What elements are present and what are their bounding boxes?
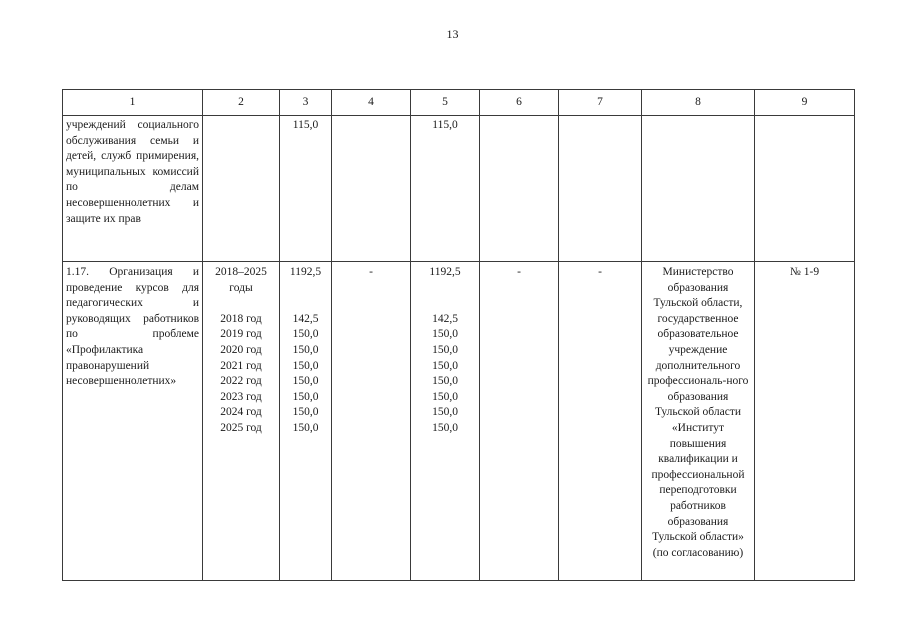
yearly-amount: 150,0 — [432, 421, 458, 434]
yearly-amounts — [283, 312, 328, 437]
total-amount: 1192,5 — [429, 266, 461, 278]
years-list — [206, 312, 276, 437]
yearly-amount: 150,0 — [432, 375, 458, 388]
yearly-amount: 150,0 — [432, 343, 458, 356]
table-row — [63, 116, 855, 262]
period-range: 2018–2025 годы — [215, 266, 267, 294]
executor-cell — [642, 116, 755, 262]
yearly-amount: 150,0 — [292, 421, 319, 434]
header-cell-2: 2 — [203, 90, 280, 116]
header-cell-4: 4 — [332, 90, 411, 116]
header-cell-8: 8 — [642, 90, 755, 116]
amount-cell: 115,0 — [411, 116, 480, 262]
yearly-amount: 150,0 — [292, 359, 319, 372]
header-cell-7: 7 — [559, 90, 642, 116]
amount-cell: - — [480, 262, 559, 581]
amount-cell — [559, 116, 642, 262]
yearly-amount: 150,0 — [292, 328, 319, 341]
year-label: 2018 год — [220, 312, 262, 325]
header-row — [63, 90, 855, 116]
period-cell — [203, 262, 280, 581]
yearly-amount: 150,0 — [432, 406, 458, 419]
amount-cell — [280, 262, 332, 581]
header-cell-3: 3 — [280, 90, 332, 116]
year-label: 2022 год — [220, 375, 262, 388]
amount-cell: - — [559, 262, 642, 581]
yearly-amount: 150,0 — [432, 359, 458, 372]
year-label: 2024 год — [220, 406, 262, 419]
executor-cell: Министерство образования Тульской области, государственное образовательное учреждение дополнительного профессиональ-ного образования Тульской области «Институт повышения квалификации и профессиональной переподготовки работников образования Тульской области» (по согласованию) — [642, 262, 755, 581]
yearly-amount: 150,0 — [292, 406, 319, 419]
yearly-amount: 142,5 — [292, 312, 319, 325]
header-cell-6: 6 — [480, 90, 559, 116]
year-label: 2020 год — [220, 343, 262, 356]
activity-description: учреждений социального обслуживания семьи и детей, служб примирения, муниципальных комиссий по делам несовершеннолетних и защите их прав — [63, 116, 203, 262]
yearly-amount: 150,0 — [292, 390, 319, 403]
year-label: 2023 год — [220, 390, 262, 403]
activity-description: 1.17. Организация и проведение курсов для педагогических и руководящих работников по проблеме «Профилактика правонарушений несовершеннолетних» — [63, 262, 203, 581]
year-label: 2019 год — [220, 328, 262, 341]
indicator-cell — [755, 116, 855, 262]
program-table — [62, 89, 855, 581]
total-amount: 1192,5 — [289, 266, 322, 278]
page-number: 13 — [446, 27, 459, 41]
indicator-cell: № 1-9 — [755, 262, 855, 581]
year-label: 2025 год — [220, 421, 262, 434]
table-row — [63, 262, 855, 581]
header-cell-1: 1 — [63, 90, 203, 116]
amount-cell: 115,0 — [280, 116, 332, 262]
year-label: 2021 год — [220, 359, 262, 372]
yearly-amount: 142,5 — [432, 312, 458, 325]
amount-cell: - — [332, 262, 411, 581]
yearly-amount: 150,0 — [292, 375, 319, 388]
yearly-amounts — [414, 312, 476, 437]
yearly-amount: 150,0 — [292, 343, 319, 356]
amount-cell — [480, 116, 559, 262]
header-cell-5: 5 — [411, 90, 480, 116]
yearly-amount: 150,0 — [432, 390, 458, 403]
yearly-amount: 150,0 — [432, 328, 458, 341]
period-cell — [203, 116, 280, 262]
amount-cell — [332, 116, 411, 262]
header-cell-9: 9 — [755, 90, 855, 116]
amount-cell — [411, 262, 480, 581]
